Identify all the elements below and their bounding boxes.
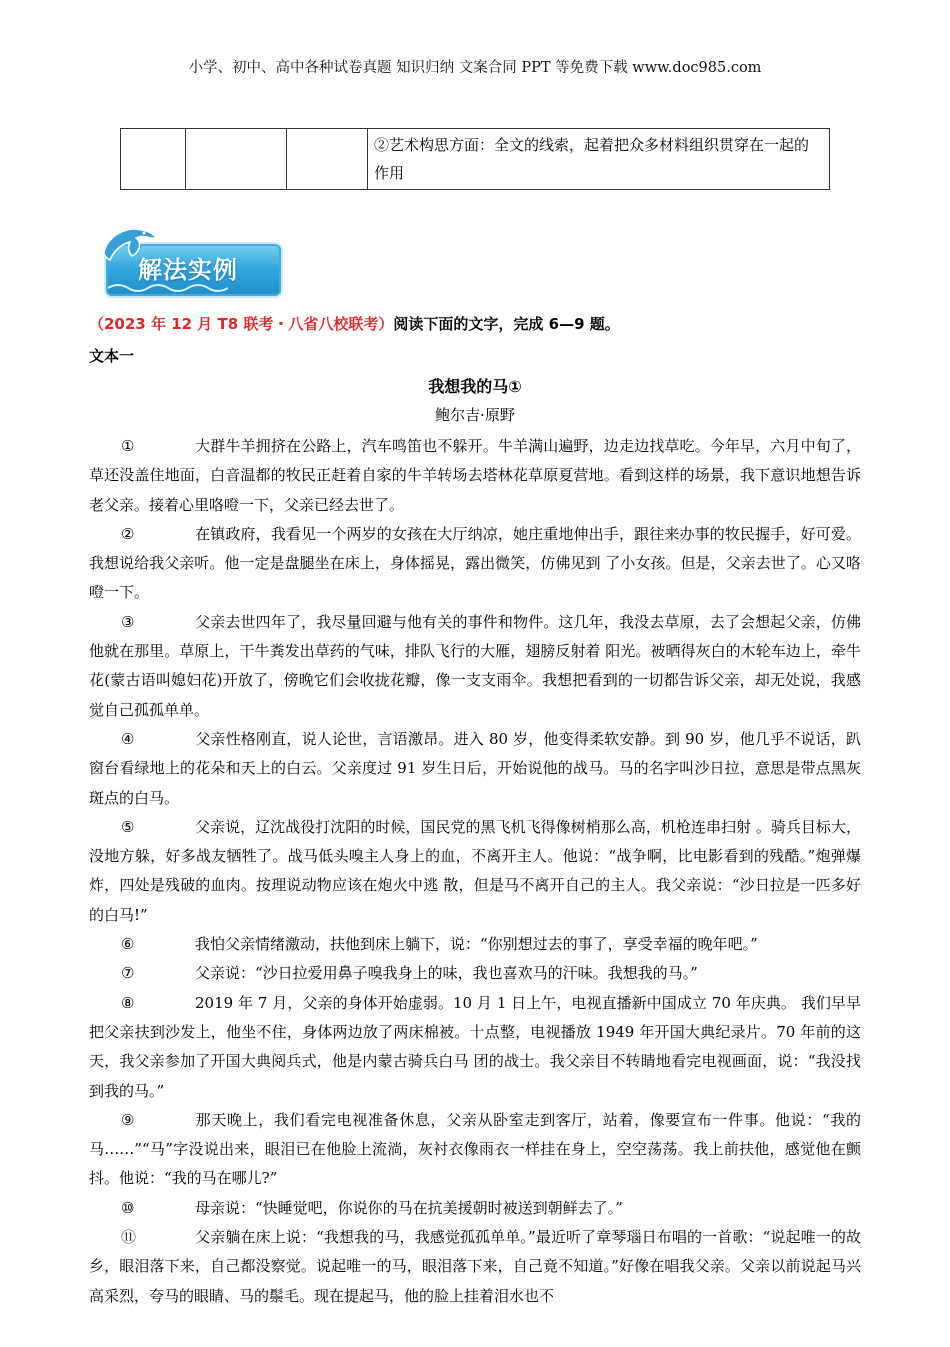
paragraph-number: ① bbox=[121, 437, 135, 455]
article-body bbox=[89, 432, 861, 1311]
paragraph-number: ⑨ bbox=[121, 1110, 135, 1129]
paragraph-number: ⑩ bbox=[121, 1198, 135, 1217]
paragraph-number: ⑤ bbox=[121, 817, 135, 836]
paragraph-text: 父亲性格刚直，说人论世，言语激昂。进入 80 岁，他变得柔软安静。到 90 岁，他几乎不说话，趴窗台看绿地上的花朵和天上的白云。父亲度过 91 岁生日后，开始说他的战马。马的名字叫沙日拉，意思是带点黑灰斑点的白马。 bbox=[89, 729, 861, 807]
paragraph-text: 我怕父亲情绪激动，扶他到床上躺下，说：“你别想过去的事了，享受幸福的晚年吧。” bbox=[195, 935, 758, 954]
paragraph-text: 父亲躺在床上说：“我想我的马，我感觉孤孤单单。”最近听了章琴瑙日布唱的一首歌：“说起唯一的故乡，眼泪落下来，自己都没察觉。说起唯一的马，眼泪落下来，自己竟不知道。”好像在唱我父亲。父亲以前说起马兴高采烈，夸马的眼睛、马的鬃毛。现在提起马，他的脸上挂着泪水也不 bbox=[89, 1228, 861, 1305]
article-title: 我想我的马① bbox=[428, 377, 522, 396]
text-label: 文本一 bbox=[89, 347, 135, 365]
wave-icon bbox=[108, 282, 228, 294]
paragraph bbox=[89, 989, 861, 1106]
paragraph-text: 父亲说：“沙日拉爱用鼻子嗅我身上的味，我也喜欢马的汗味。我想我的马。” bbox=[195, 964, 698, 983]
paragraph bbox=[89, 813, 861, 930]
paragraph bbox=[89, 959, 861, 988]
paragraph-number: ⑦ bbox=[121, 964, 135, 983]
section-badge bbox=[98, 222, 288, 300]
article-author: 鲍尔吉·原野 bbox=[435, 406, 515, 424]
paragraph bbox=[89, 608, 861, 725]
paragraph bbox=[89, 930, 861, 959]
paragraph bbox=[89, 432, 861, 520]
table-cell bbox=[186, 129, 287, 190]
paragraph-number: ⑧ bbox=[121, 993, 135, 1012]
paragraph bbox=[89, 1194, 861, 1223]
paragraph bbox=[89, 520, 861, 608]
paragraph-text: 母亲说：“快睡觉吧，你说你的马在抗美援朝时被送到朝鲜去了。” bbox=[195, 1198, 623, 1217]
paragraph-text: 父亲去世四年了，我尽量回避与他有关的事件和物件。这几年，我没去草原，去了会想起父亲，仿佛他就在那里。草原上，干牛粪发出草药的气味，排队飞行的大雁，翅膀反射着 阳光。被晒得灰白的木轮车边上，牵牛花(蒙古语叫媳妇花)开放了，傍晚它们会收拢花瓣，像一支支雨伞。我想把看到的一切都告诉父亲，却无处说，我感觉自己孤孤单单。 bbox=[89, 612, 861, 719]
paragraph bbox=[89, 1106, 861, 1194]
page-header: 小学、初中、高中各种试卷真题 知识归纳 文案合同 PPT 等免费下载 www.doc985.com bbox=[188, 60, 762, 76]
paragraph bbox=[89, 725, 861, 813]
paragraph-text: 父亲说，辽沈战役打沈阳的时候，国民党的黑飞机飞得像树梢那么高，机枪连串扫射 。骑兵目标大，没地方躲，好多战友牺牲了。战马低头嗅主人身上的血，不离开主人。他说：“战争啊，比电影看到的残酷。”炮弹爆炸，四处是残破的血肉。按理说动物应该在炮火中逃 散，但是马不离开自己的主人。我父亲说：“沙日拉是一匹多好的白马!” bbox=[89, 817, 861, 924]
paragraph-number: ② bbox=[121, 524, 135, 543]
question-instruction: 阅读下面的文字，完成 6—9 题。 bbox=[393, 315, 620, 333]
paragraph-number: ④ bbox=[121, 729, 135, 748]
table-row bbox=[121, 129, 830, 190]
badge-label: 解法实例 bbox=[138, 256, 238, 284]
paragraph-text: 大群牛羊拥挤在公路上，汽车鸣笛也不躲开。牛羊满山遍野，边走边找草吃。今年早，六月中旬了，草还没盖住地面，白音温都的牧民正赶着自家的牛羊转场去塔林花草原夏营地。看到这样的场景，我下意识地想告诉老父亲。接着心里咯噔一下，父亲已经去世了。 bbox=[89, 437, 861, 514]
paragraph bbox=[89, 1223, 861, 1311]
paragraph-text: 在镇政府，我看见一个两岁的女孩在大厅纳凉，她庄重地伸出手，跟往来办事的牧民握手，好可爱。我想说给我父亲听。他一定是盘腿坐在床上，身体摇晃，露出微笑，仿佛见到 了小女孩。但是，父亲去世了。心又咯噔一下。 bbox=[89, 524, 861, 602]
paragraph-text: 那天晚上，我们看完电视准备休息，父亲从卧室走到客厅，站着，像要宣布一件事。他说：“我的马……”“马”字没说出来，眼泪已在他脸上流淌，灰衬衣像雨衣一样挂在身上，空空荡荡。我上前扶他，感觉他在颤抖。他说：“我的马在哪儿?” bbox=[89, 1110, 861, 1188]
paragraph-number: ③ bbox=[121, 612, 135, 631]
table-cell bbox=[287, 129, 368, 190]
paragraph-number: ⑥ bbox=[121, 935, 135, 954]
table-cell-content: ②艺术构思方面：全文的线索，起着把众多材料组织贯穿在一起的作用 bbox=[368, 129, 830, 190]
table-cell bbox=[121, 129, 186, 190]
question-intro bbox=[89, 313, 620, 334]
answer-table bbox=[120, 128, 830, 190]
paragraph-number: ⑪ bbox=[121, 1228, 137, 1247]
paragraph-text: 2019 年 7 月，父亲的身体开始虚弱。10 月 1 日上午，电视直播新中国成立 70 年庆典。 我们早早把父亲扶到沙发上，他坐不住，身体两边放了两床棉被。十点整，电视播放 1949 年开国大典纪录片。70 年前的这天，我父亲参加了开国大典阅兵式，他是内蒙古骑兵白马 团的战士。我父亲目不转睛地看完电视画面，说：“我没找到我的马。” bbox=[89, 993, 861, 1100]
question-source: （2023 年 12 月 T8 联考・八省八校联考） bbox=[89, 315, 394, 333]
